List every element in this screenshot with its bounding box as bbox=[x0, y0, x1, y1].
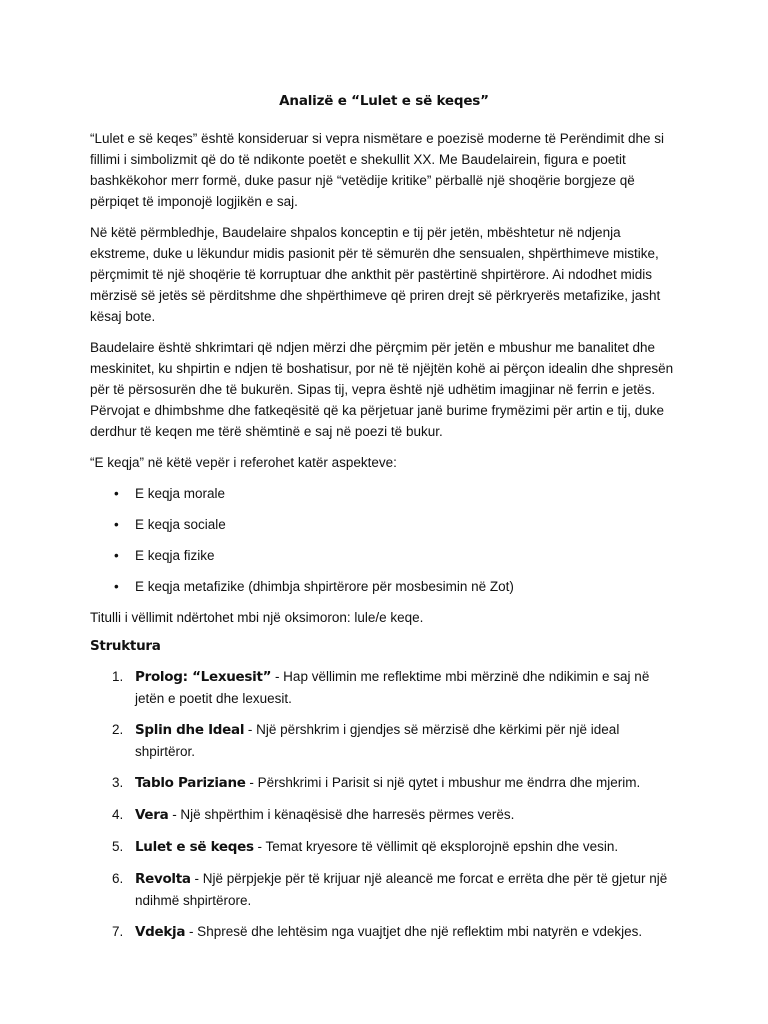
structure-item-term: Vera bbox=[135, 807, 169, 823]
list-item bbox=[90, 545, 678, 566]
document-title: Analizë e “Lulet e së keqes” bbox=[279, 93, 489, 109]
paragraph-evil-aspects: “E keqja” në këtë vepër i referohet katër aspekteve: bbox=[90, 455, 397, 470]
structure-item-description: - Një shpërthim i kënaqësisë dhe harresës përmes verës. bbox=[168, 807, 515, 822]
paragraph-summary: Në këtë përmbledhje, Baudelaire shpalos konceptin e tij për jetën, mbështetur në ndjenja ekstreme, duke u lëkundur midis pasionit për të sëmurën dhe sensualen, shpërthimeve mistike, përçmimit të një shoqërie të korruptuar dhe ankthit për pastërtinë shpirtërore. Ai ndodhet midis mërzisë së jetës së përditshme dhe shpërthimeve që priren drejt së përkryerës metafizike, jasht kësaj bote. bbox=[90, 225, 661, 324]
list-item bbox=[90, 576, 678, 597]
structure-item-number: 5. bbox=[112, 839, 124, 854]
bullet-icon: • bbox=[114, 517, 119, 532]
bullet-icon: • bbox=[114, 548, 119, 563]
list-item-text: E keqja sociale bbox=[135, 517, 226, 532]
paragraph-intro: “Lulet e së keqes” është konsideruar si vepra nismëtare e poezisë moderne të Perëndimit dhe si fillimi i simbolizmit që do të ndikonte poetët e shekullit XX. Me Baudelairein, figura e poetit bashkëkohor merr formë, duke pasur një “vetëdije kritike” përballë një shoqërie borgjeze që përpiqet të imponojë logjikën e saj. bbox=[90, 131, 665, 209]
structure-item-term: Splin dhe Ideal bbox=[135, 722, 245, 738]
document-page bbox=[90, 93, 678, 953]
paragraph-author: Baudelaire është shkrimtari që ndjen mërzi dhe përçmim për jetën e mbushur me banalitet dhe meskinitet, ku shpirtin e ndjen të boshatisur, por në të njëjtën kohë ai përçon idealin dhe shpresën për të përsosurën dhe të bukurën. Sipas tij, vepra është një udhëtim imagjinar në ferrin e jetës. Përvojat e dhimbshme dhe fatkeqësitë që ka përjetuar janë burime frymëzimi për artin e tij, duke derdhur të keqen me tërë shëmtinë e saj në poezi të bukur. bbox=[90, 340, 674, 439]
structure-item-number: 4. bbox=[112, 807, 124, 822]
structure-item-number: 2. bbox=[112, 722, 124, 737]
bullet-icon: • bbox=[114, 579, 119, 594]
structure-item-number: 3. bbox=[112, 775, 124, 790]
structure-item-description: - Temat kryesore të vëllimit që eksplorojnë epshin dhe vesin. bbox=[253, 839, 619, 854]
structure-list bbox=[90, 666, 678, 943]
structure-item bbox=[90, 666, 678, 709]
structure-item bbox=[90, 836, 678, 858]
structure-item-description: - Një përshkrim i gjendjes së mërzisë dhe kërkimi për një ideal shpirtëror. bbox=[135, 722, 620, 759]
structure-item-term: Tablo Pariziane bbox=[135, 775, 246, 791]
structure-item-description: - Përshkrimi i Parisit si një qytet i mbushur me ëndrra dhe mjerim. bbox=[245, 775, 641, 790]
structure-item bbox=[90, 921, 678, 943]
structure-item-description: - Hap vëllimin me reflektime mbi mërzinë dhe ndikimin e saj në jetën e poetit dhe lexuesit. bbox=[135, 669, 650, 706]
structure-item-term: Prolog: “Lexuesit” bbox=[135, 669, 272, 685]
list-item-text: E keqja morale bbox=[135, 486, 226, 501]
list-item bbox=[90, 514, 678, 535]
bullet-icon: • bbox=[114, 486, 119, 501]
structure-item bbox=[90, 719, 678, 762]
structure-item bbox=[90, 868, 678, 911]
structure-item bbox=[90, 772, 678, 794]
structure-item-description: - Shpresë dhe lehtësim nga vuajtjet dhe një reflektim mbi natyrën e vdekjes. bbox=[185, 924, 643, 939]
list-item bbox=[90, 483, 678, 504]
structure-item-number: 7. bbox=[112, 924, 124, 939]
list-item-text: E keqja metafizike (dhimbja shpirtërore për mosbesimin në Zot) bbox=[135, 579, 514, 594]
list-item-text: E keqja fizike bbox=[135, 548, 215, 563]
evil-aspects-list bbox=[90, 483, 678, 597]
structure-item-number: 6. bbox=[112, 871, 124, 886]
structure-item-description: - Një përpjekje për të krijuar një aleancë me forcat e errëta dhe për të gjetur një ndihmë shpirtërore. bbox=[135, 871, 668, 908]
structure-item-term: Vdekja bbox=[135, 924, 186, 940]
paragraph-oxymoron: Titulli i vëllimit ndërtohet mbi një oksimoron: lule/e keqe. bbox=[90, 610, 424, 625]
structure-item-term: Lulet e së keqes bbox=[135, 839, 254, 855]
structure-item bbox=[90, 804, 678, 826]
structure-heading: Struktura bbox=[90, 638, 161, 654]
structure-item-term: Revolta bbox=[135, 871, 191, 887]
structure-item-number: 1. bbox=[112, 669, 124, 684]
